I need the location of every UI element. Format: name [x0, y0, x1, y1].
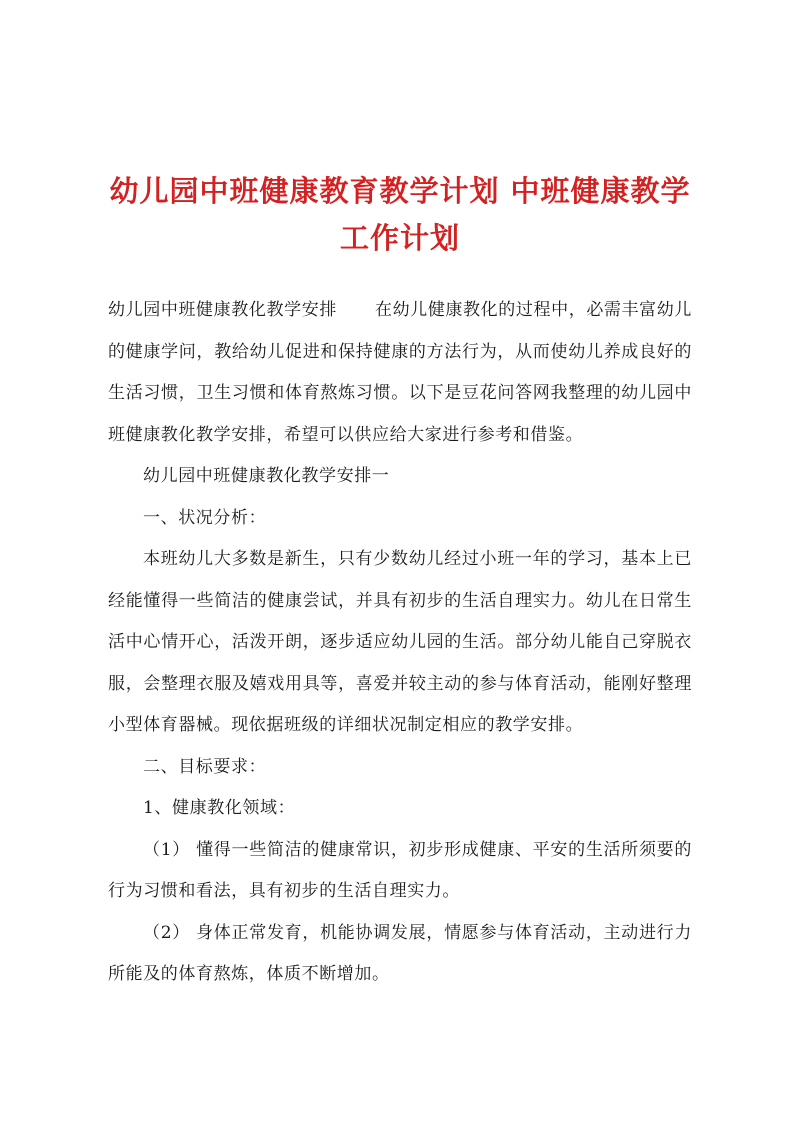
document-title: [108, 168, 692, 262]
section-heading-goals: 二、目标要求：: [143, 756, 267, 777]
goal-item-1: （1） 懂得一些简洁的健康常识，初步形成健康、平安的生活所须要的行为习惯和看法，具有初步的生活自理实力。: [108, 839, 692, 901]
intro-body: 在幼儿健康教化的过程中，必需丰富幼儿的健康学问，教给幼儿促进和保持健康的方法行为，从而使幼儿养成良好的生活习惯，卫生习惯和体育熬炼习惯。以下是豆花问答网我整理的幼儿园中班健康教化教学安排，希望可以供应给大家进行参考和借鉴。: [108, 300, 692, 445]
section-heading-situation: 一、状况分析：: [143, 507, 267, 528]
goal-item-2: （2） 身体正常发育，机能协调发展，情愿参与体育活动，主动进行力所能及的体育熬炼，体质不断增加。: [108, 922, 692, 984]
intro-lead: 幼儿园中班健康教化教学安排: [108, 300, 337, 320]
title-line-2: 工作计划: [339, 221, 460, 255]
title-line-1: 幼儿园中班健康教育教学计划 中班健康教学: [109, 174, 691, 208]
subheading-health-domain: 1、健康教化领域：: [143, 798, 296, 818]
situation-paragraph: 本班幼儿大多数是新生，只有少数幼儿经过小班一年的学习，基本上已经能懂得一些简洁的健康尝试，并具有初步的生活自理实力。幼儿在日常生活中心情开心，活泼开朗，逐步适应幼儿园的生活。部分幼儿能自己穿脱衣服，会整理衣服及嬉戏用具等，喜爱并较主动的参与体育活动，能刚好整理小型体育器械。现依据班级的详细状况制定相应的教学安排。: [108, 549, 692, 735]
section-heading-plan-one: 幼儿园中班健康教化教学安排一: [143, 466, 390, 486]
intro-paragraph: [108, 290, 692, 456]
